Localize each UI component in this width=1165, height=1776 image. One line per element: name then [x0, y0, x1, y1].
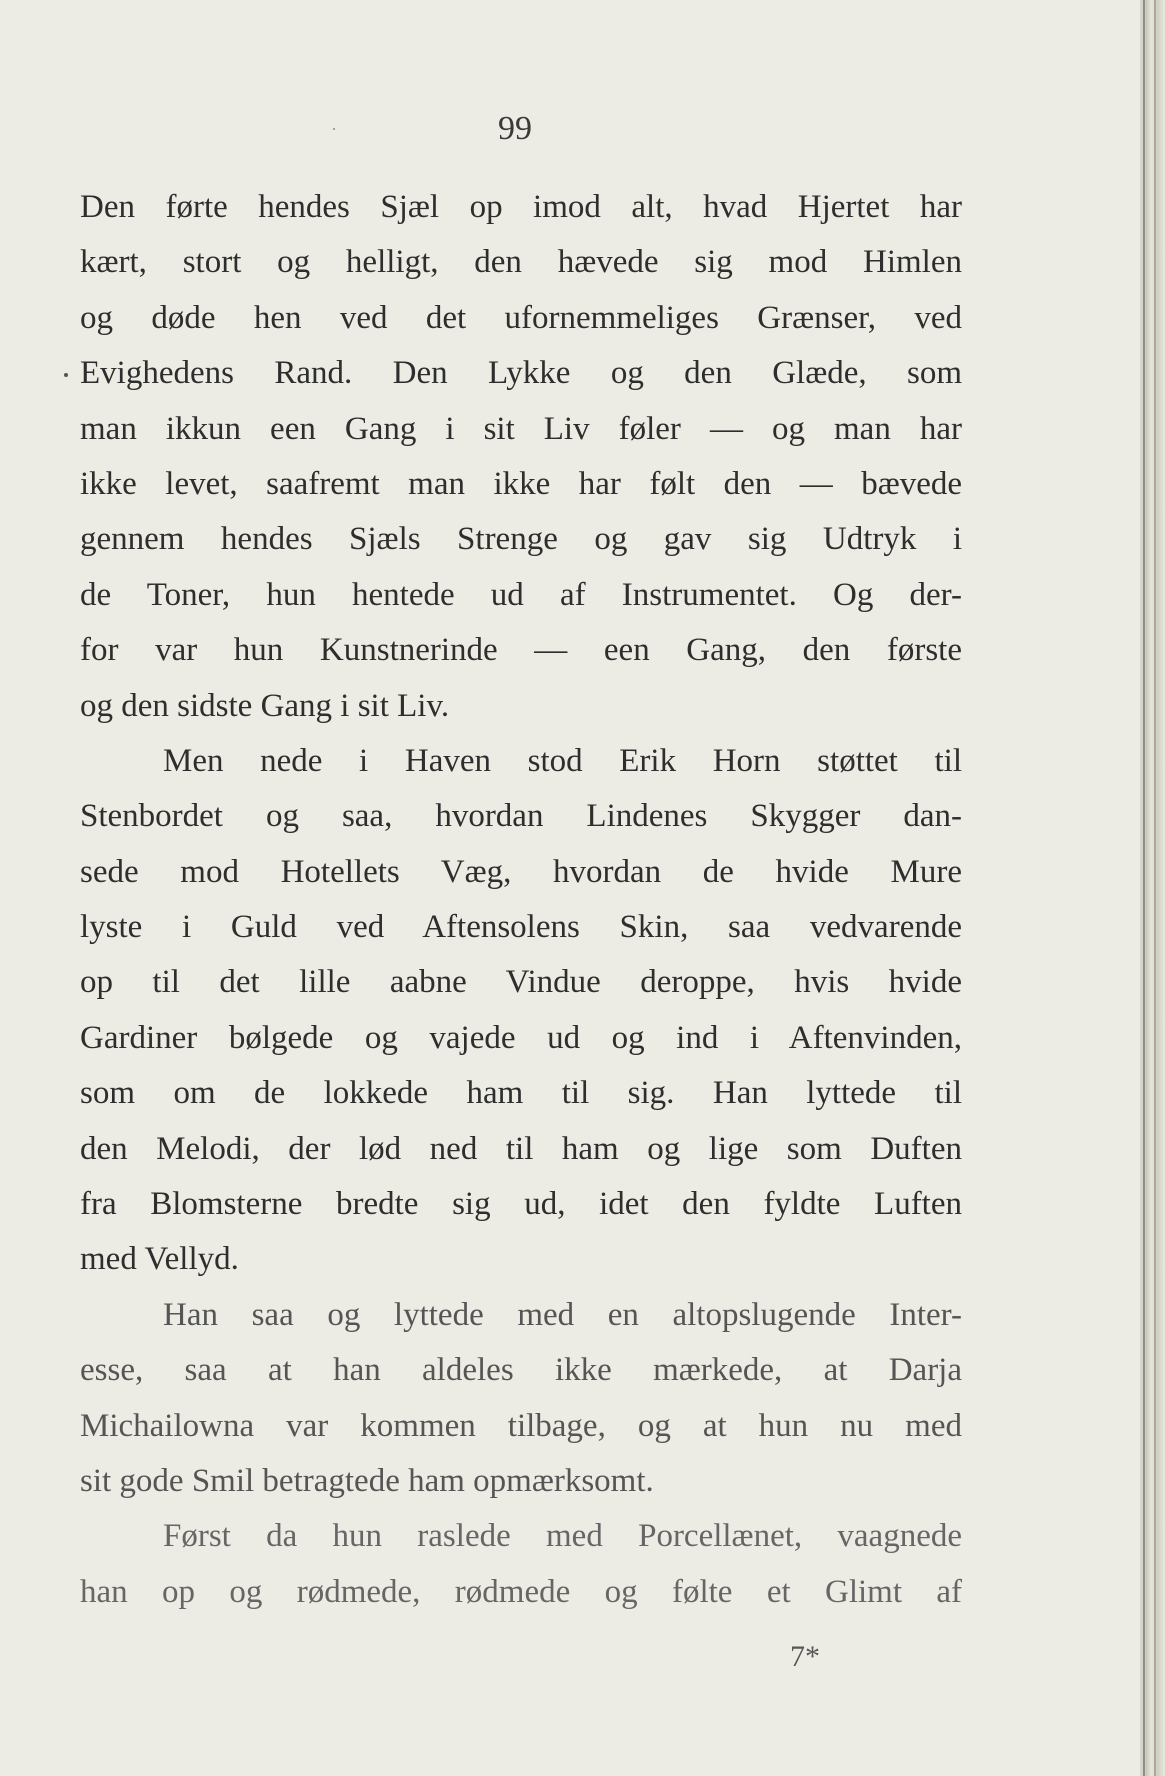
edge-line — [1143, 0, 1145, 1776]
text-line: Gardiner bølgede og vajede ud og ind i Aftenvinden, — [80, 1019, 962, 1056]
text-line: han op og rødmede, rødmede og følte et Glimt af — [80, 1573, 962, 1610]
signature-mark: 7* — [790, 1640, 820, 1673]
text-line: Men nede i Haven stod Erik Horn støttet til — [163, 742, 962, 779]
text-line: Han saa og lyttede med en altopslugende Inter- — [163, 1296, 962, 1333]
text-line: med Vellyd. — [80, 1241, 239, 1278]
text-line: Den førte hendes Sjæl op imod alt, hvad Hjertet har — [80, 189, 962, 225]
text-line: og den sidste Gang i sit Liv. — [80, 687, 450, 724]
text-line: ikke levet, saafremt man ikke har følt den — bævede — [80, 465, 962, 502]
text-line: esse, saa at han aldeles ikke mærkede, at Darja — [80, 1352, 962, 1389]
text-line: de Toner, hun hentede ud af Instrumentet. Og der- — [80, 576, 962, 613]
text-line: fra Blomsterne bredte sig ud, idet den fyldte Luften — [80, 1186, 962, 1223]
text-line: Evighedens Rand. Den Lykke og den Glæde, som — [80, 355, 962, 392]
text-line: og døde hen ved det ufornemmeliges Grænser, ved — [80, 299, 962, 336]
text-line: sit gode Smil betragtede ham opmærksomt. — [80, 1462, 654, 1499]
text-line: Først da hun raslede med Porcellænet, vaagnede — [163, 1518, 962, 1555]
margin-mark — [64, 373, 68, 377]
page-number: 99 — [498, 110, 532, 147]
text-line: Michailowna var kommen tilbage, og at hun nu med — [80, 1407, 962, 1444]
text-line: som om de lokkede ham til sig. Han lyttede til — [80, 1075, 962, 1112]
text-line: lyste i Guld ved Aftensolens Skin, saa vedvarende — [80, 909, 962, 946]
text-line: for var hun Kunstnerinde — een Gang, den første — [80, 632, 962, 669]
text-line: den Melodi, der lød ned til ham og lige som Duften — [80, 1130, 962, 1167]
text-line: gennem hendes Sjæls Strenge og gav sig Udtryk i — [80, 521, 962, 558]
text-line: kært, stort og helligt, den hævede sig mod Himlen — [80, 244, 962, 281]
text-line: man ikkun een Gang i sit Liv føler — og man har — [80, 410, 962, 447]
text-line: Stenbordet og saa, hvordan Lindenes Skygger dan- — [80, 798, 962, 835]
edge-line — [1154, 0, 1156, 1776]
text-line: sede mod Hotellets Væg, hvordan de hvide Mure — [80, 853, 962, 890]
body-text — [80, 188, 962, 1628]
book-edge — [1140, 0, 1165, 1776]
text-line: op til det lille aabne Vindue deroppe, hvis hvide — [80, 964, 962, 1001]
